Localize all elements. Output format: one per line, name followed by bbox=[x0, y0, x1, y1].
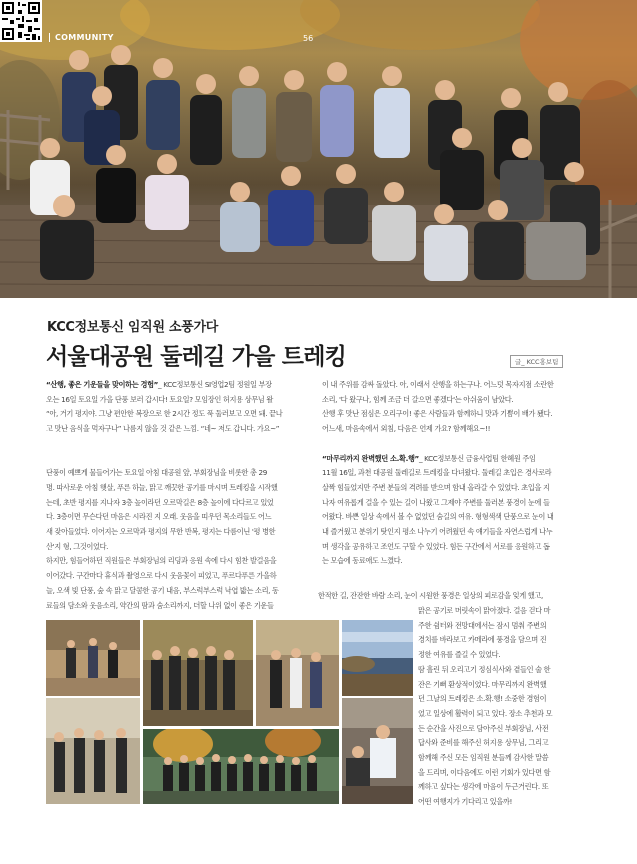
body-line: 며 생각을 공유하고 조언도 구할 수 있었다. 힘든 구간에서 서로를 응원하고 돕 bbox=[322, 541, 550, 551]
body-line: 살짝 힘들었지만 주변 분들의 격려를 받으며 함내 올라갈 수 있었다. 초입을 지 bbox=[322, 482, 550, 492]
body-line: 이어갔다. 구간마다 휴식과 촬영으로 다시 웃음꽃이 피었고, 푸르다푸른 가을하 bbox=[46, 571, 277, 581]
body-line: “아, 거기 평지야. 그냥 편안한 복장으로 한 2시간 정도 푹 둘러보고 오면 돼. 끝나 bbox=[46, 409, 283, 419]
right-column-narrow bbox=[418, 604, 552, 810]
right-column bbox=[322, 378, 553, 569]
body-line: 산'지 형, 그것이었다. bbox=[46, 541, 109, 551]
body-line: 새 잦아들었다. 이어지는 오르막과 평지의 무한 반복, 평지는 다름이닌 '평 병한 bbox=[46, 527, 276, 536]
body-line: 이 내 주위를 감싸 돌았다. 아, 이래서 산행을 하는구나. 어느덧 목자지점 소란한 bbox=[322, 380, 554, 389]
body-line: 잔은 기뻐 환상적이었다. 마무리까지 완벽했 bbox=[418, 679, 547, 689]
photo-meal bbox=[342, 698, 413, 804]
lead-quote: “산행, 좋은 기운들을 맞이하는 경험” bbox=[46, 380, 159, 389]
body-line: 는 모습에 동료애도 느꼈다. bbox=[322, 556, 403, 566]
photo-hikers-standing bbox=[46, 698, 140, 804]
body-line: 맑은 공기로 머릿속이 맑아졌다. 걸음 걷다 마 bbox=[418, 606, 551, 615]
body-line: 다. 3층이면 무슨다던 마음은 시라진 지 오래. 웃음을 띠우던 목소리들도 어느 bbox=[46, 512, 272, 522]
second-quote-author: _ KCC정보통신 금융사업팀 한혜원 주임 bbox=[418, 453, 536, 463]
lead-quote-author: _ KCC정보통신 SI영업2팀 정원일 부장 bbox=[158, 380, 272, 389]
body-line: 주한 쉼터와 전망대에서는 잠시 멈춰 주변의 bbox=[418, 620, 547, 630]
body-line: 땀 흘린 뒤 오리고기 정심식사와 곁들인 술 한 bbox=[418, 664, 551, 674]
body-line: 나자 여유롭게 걸을 수 있는 길이 나왔고 그제야 주변를 둘러본 풍경이 눈에 들 bbox=[322, 497, 550, 507]
article-title: 서울대공원 둘레길 가을 트레킹 bbox=[46, 344, 347, 370]
body-line: 어느새, 마음속에서 외침, 다음은 언제 가요? 함께해요~!! bbox=[322, 424, 491, 434]
body-line: 함께해 주신 모든 임직원 분들께 감사한 말씀 bbox=[418, 753, 549, 763]
body-line: 정한 여유를 즐길 수 있었다. bbox=[418, 650, 501, 660]
photo-lake-view bbox=[342, 620, 413, 696]
hero-group-photo bbox=[0, 0, 637, 298]
body-line: 한적한 길, 잔잔한 바람 소리, 눈이 시원한 풍경은 일상의 피로감을 잊게 했고, bbox=[318, 591, 543, 600]
right-column-wide-line bbox=[318, 589, 543, 604]
body-line: 료들의 담소와 웃음소리, 약간의 땀과 숨소리까지, 더할 나위 없이 좋은 기운들 bbox=[46, 600, 274, 610]
body-line: 늘, 오색 빛 단풍, 숲 속 맑고 달콤한 공기 내음, 부스럭부스럭 낙엽 밟는 소리, 동 bbox=[46, 585, 279, 595]
body-line: 을 드리며, 이다음에도 이런 기회가 있다면 함 bbox=[418, 767, 551, 777]
body-line: 던 그날의 트레킹은 소.확.행! 소중한 경험이 bbox=[418, 694, 547, 704]
body-line: 었고 일상에 활력이 되고 있다. 장소 추천과 모 bbox=[418, 708, 553, 718]
body-line: 경치를 바라보고 카메라에 풍경을 담으며 진 bbox=[418, 635, 547, 645]
body-line: 답사와 준비를 해주신 허지용 상무님, 그리고 bbox=[418, 738, 549, 748]
section-label: COMMUNITY bbox=[49, 33, 114, 42]
photo-hikers-path bbox=[46, 620, 140, 696]
qr-code-icon bbox=[0, 0, 42, 42]
body-line: 는데, 초반 평지를 지나자 3층 높이라던 오르막길은 8층 높이에 다다르고 있었 bbox=[46, 497, 274, 507]
photo-hikers-trail bbox=[256, 620, 339, 726]
body-line: 께하고 싶다는 생각에 마음이 두근거린다. 또 bbox=[418, 782, 549, 792]
body-line: 어왔다. 바쁜 일상 속에서 볼 수 없었던 숨길의 여유. 형형색색 단풍으로 눈이 내 bbox=[322, 512, 554, 522]
body-line: 소리, '다 왔구나, 힘께 조금 더 갈으면 좋겠다'는 아쉬움이 남았다. bbox=[322, 394, 514, 404]
photo-group-wide bbox=[143, 729, 339, 804]
body-line: 11월 16일, 과천 대공원 둘레길로 트레킹을 다녀왔다. 둘레길 초입은 경사로라 bbox=[322, 468, 552, 478]
body-line: 든 순간을 사진으로 담아주신 부회장님, 사전 bbox=[418, 723, 549, 733]
body-line: 단풍이 예쁘게 물들어가는 토요일 아침 대공원 앞, 부회장님을 비롯한 총 29 bbox=[46, 468, 267, 478]
lead-quote-line bbox=[46, 378, 282, 393]
byline-tag: 글_ KCC홍보팀 bbox=[510, 355, 563, 368]
body-line: 어떤 여행지가 기다리고 있을까! bbox=[418, 797, 513, 807]
body-line: 명. 따사로운 아침 햇살, 푸른 하늘, 맑고 깨끗한 공기를 마시며 트레킹을 시작했 bbox=[46, 482, 278, 492]
body-line: 내 즐거웠고 분위기 탓인지 평소 나누기 어려웠던 속 얘기들을 자연스럽게 나누 bbox=[322, 527, 553, 537]
body-line: 고 맛난 음식을 먹자구나” 나름지 않을 것 같은 느낌. “네~ 저도 갑니다. 가요~” bbox=[46, 424, 280, 434]
second-quote-line bbox=[322, 452, 553, 467]
left-column bbox=[46, 378, 282, 613]
page-number: 56 bbox=[303, 34, 314, 43]
second-quote: “마무리까지 완벽했던 소.확.행” bbox=[322, 453, 419, 463]
photo-group-forest bbox=[143, 620, 253, 726]
group-photo-illustration bbox=[0, 0, 637, 298]
article-subtitle: KCC정보통신 임직원 소풍가다 bbox=[47, 320, 218, 335]
body-line: 오는 16일 토요일 가을 단풍 보러 갑시다! 토요일? 모임장인 허지용 상무님 왈 bbox=[46, 394, 273, 404]
body-line: 산행 후 맛난 점심은 오리구이! 좋은 사람들과 함께하니 맛과 기쁨이 배가 됐다. bbox=[322, 409, 553, 419]
body-line: 하지만, 힘들어하던 직원들은 부회장님의 리딩과 응원 속에 다시 힘찬 발걸음을 bbox=[46, 556, 277, 566]
